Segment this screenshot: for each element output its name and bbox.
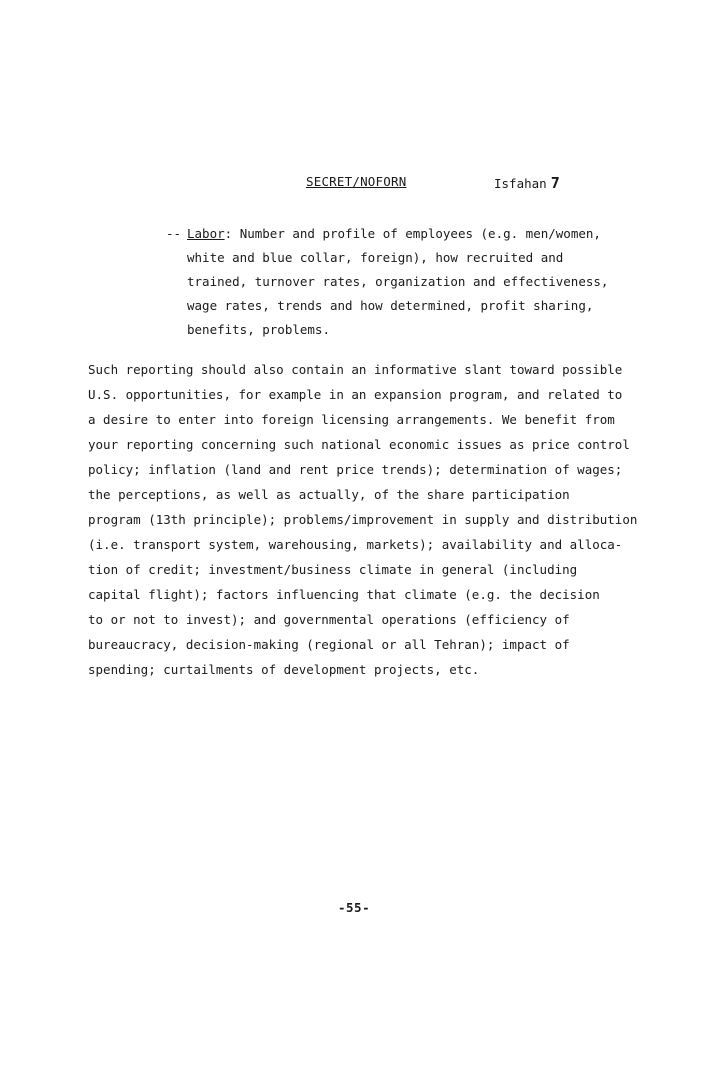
- paragraph-line: program (13th principle); problems/improvement in supply and distribution: [88, 512, 638, 527]
- paragraph-line: policy; inflation (land and rent price trends); determination of wages;: [88, 462, 623, 477]
- labor-line: trained, turnover rates, organization and effectiveness,: [187, 274, 609, 289]
- labor-line: [187, 222, 657, 246]
- paragraph-line: U.S. opportunities, for example in an expansion program, and related to: [88, 387, 623, 402]
- labor-line: white and blue collar, foreign), how recruited and: [187, 250, 564, 265]
- paragraph-line: your reporting concerning such national economic issues as price control: [88, 437, 630, 452]
- paragraph-line: spending; curtailments of development projects, etc.: [88, 662, 480, 677]
- paragraph-line: capital flight); factors influencing that climate (e.g. the decision: [88, 587, 600, 602]
- paragraph-line: a desire to enter into foreign licensing arrangements. We benefit from: [88, 412, 615, 427]
- paragraph-line: Such reporting should also contain an informative slant toward possible: [88, 362, 623, 377]
- handwritten-page-mark: 7: [550, 174, 560, 192]
- labor-colon: :: [224, 226, 233, 241]
- list-dash: --: [166, 226, 182, 241]
- paragraph-line: the perceptions, as well as actually, of the share participation: [88, 487, 570, 502]
- labor-line: wage rates, trends and how determined, profit sharing,: [187, 298, 594, 313]
- labor-label: Labor: [187, 226, 225, 241]
- paragraph-line: (i.e. transport system, warehousing, markets); availability and alloca-: [88, 537, 623, 552]
- classification-marking: SECRET/NOFORN: [306, 174, 407, 189]
- page-number: -55-: [338, 900, 371, 915]
- labor-line: benefits, problems.: [187, 322, 330, 337]
- paragraph-line: bureaucracy, decision-making (regional or all Tehran); impact of: [88, 637, 570, 652]
- body-paragraph: [88, 357, 648, 682]
- location-header: [494, 174, 560, 192]
- labor-text: Number and profile of employees (e.g. men/women,: [239, 226, 601, 241]
- paragraph-line: to or not to invest); and governmental operations (efficiency of: [88, 612, 570, 627]
- location-name: Isfahan: [494, 176, 547, 191]
- paragraph-line: tion of credit; investment/business climate in general (including: [88, 562, 578, 577]
